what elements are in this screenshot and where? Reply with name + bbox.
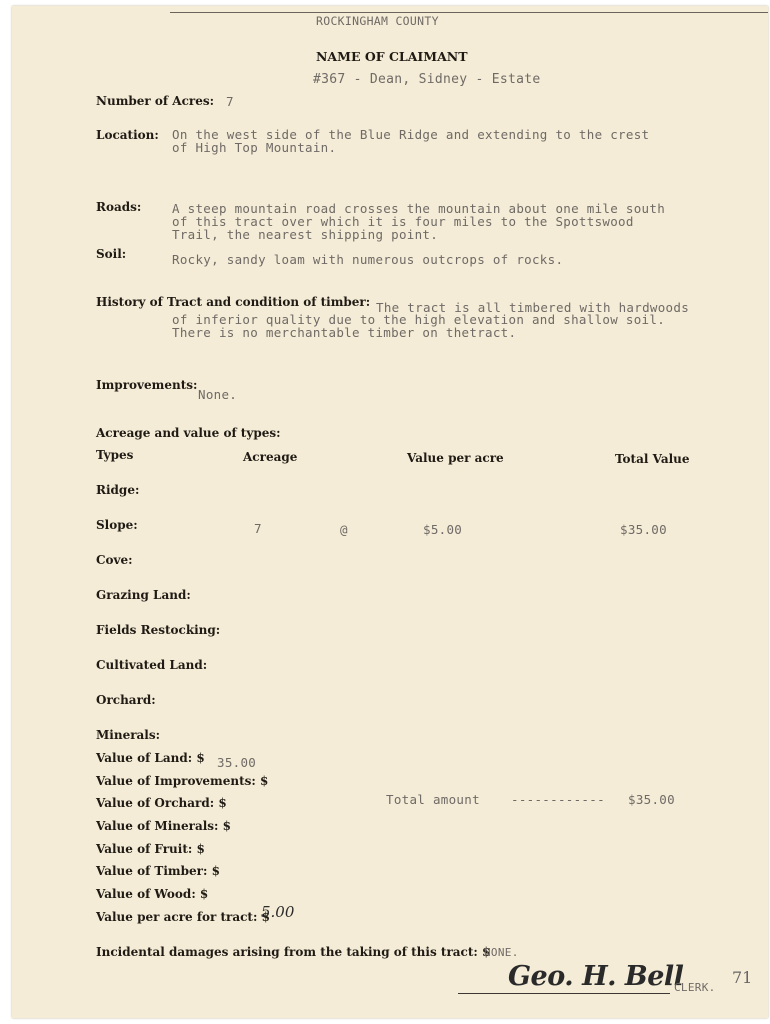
slope-at-sign: @ [340,522,348,537]
acres-value: 7 [226,94,234,109]
location-label: Location: [96,128,159,142]
damages-label: Incidental damages arising from the taking of this tract: $ [96,945,491,959]
history-value: of inferior quality due to the high elevation and shallow soil. There is no merchantable timber on thetract. [172,312,666,340]
column-header-value-per-acre: Value per acre [407,451,504,465]
improvements-value: None. [198,387,238,402]
signature-line [458,993,670,994]
type-row-ridge: Ridge: [96,483,140,497]
location-value: On the west side of the Blue Ridge and extending to the crest of High Top Mountain. [172,127,650,155]
column-header-acreage: Acreage [243,450,298,464]
type-row-cultivated-land: Cultivated Land: [96,658,208,672]
clerk-signature: Geo. H. Bell [508,961,684,992]
type-row-grazing-land: Grazing Land: [96,588,191,602]
history-line-1: The tract is all timbered with hardwoods [376,300,690,315]
total-amount-dashes: ------------ [511,792,605,807]
value-of-minerals-label: Value of Minerals: $ [96,819,231,833]
slope-total: $35.00 [620,522,667,537]
type-row-cove: Cove: [96,553,133,567]
types-heading: Acreage and value of types: [96,426,281,440]
value-of-orchard-label: Value of Orchard: $ [96,796,227,810]
type-row-orchard: Orchard: [96,693,156,707]
value-of-land-label: Value of Land: $ [96,751,205,765]
value-of-fruit-label: Value of Fruit: $ [96,842,205,856]
value-per-acre-label: Value per acre for tract: $ [96,910,270,924]
claimant-name: #367 - Dean, Sidney - Estate [313,72,541,87]
slope-acreage: 7 [254,521,262,536]
value-of-improvements-label: Value of Improvements: $ [96,774,269,788]
type-row-slope: Slope: [96,518,138,532]
roads-value: A steep mountain road crosses the mountain about one mile south of this tract over which it is four miles to the Spottswood Trail, the nearest shipping point. [172,201,666,242]
clerk-title: CLERK. [674,981,716,994]
total-amount-label: Total amount [386,792,480,807]
damages-value: NONE. [484,946,519,959]
type-row-minerals: Minerals: [96,728,161,742]
improvements-label: Improvements: [96,378,198,392]
value-per-acre-handwritten: 5.00 [261,903,295,921]
slope-value-per-acre: $5.00 [423,522,463,537]
history-label: History of Tract and condition of timber: [96,295,371,309]
type-row-fields-restocking: Fields Restocking: [96,623,221,637]
acres-label: Number of Acres: [96,94,215,108]
soil-label: Soil: [96,247,127,261]
county-heading: ROCKINGHAM COUNTY [316,14,439,28]
value-of-timber-label: Value of Timber: $ [96,864,220,878]
margin-mark: 71 [732,968,753,987]
claimant-heading: NAME OF CLAIMANT [316,49,468,64]
column-header-total-value: Total Value [615,452,690,466]
roads-label: Roads: [96,200,142,214]
value-of-wood-label: Value of Wood: $ [96,887,209,901]
total-amount-value: $35.00 [628,792,675,807]
top-rule [170,12,768,13]
soil-value: Rocky, sandy loam with numerous outcrops of rocks. [172,252,564,267]
value-of-land: 35.00 [217,755,257,770]
column-header-types: Types [96,448,134,462]
